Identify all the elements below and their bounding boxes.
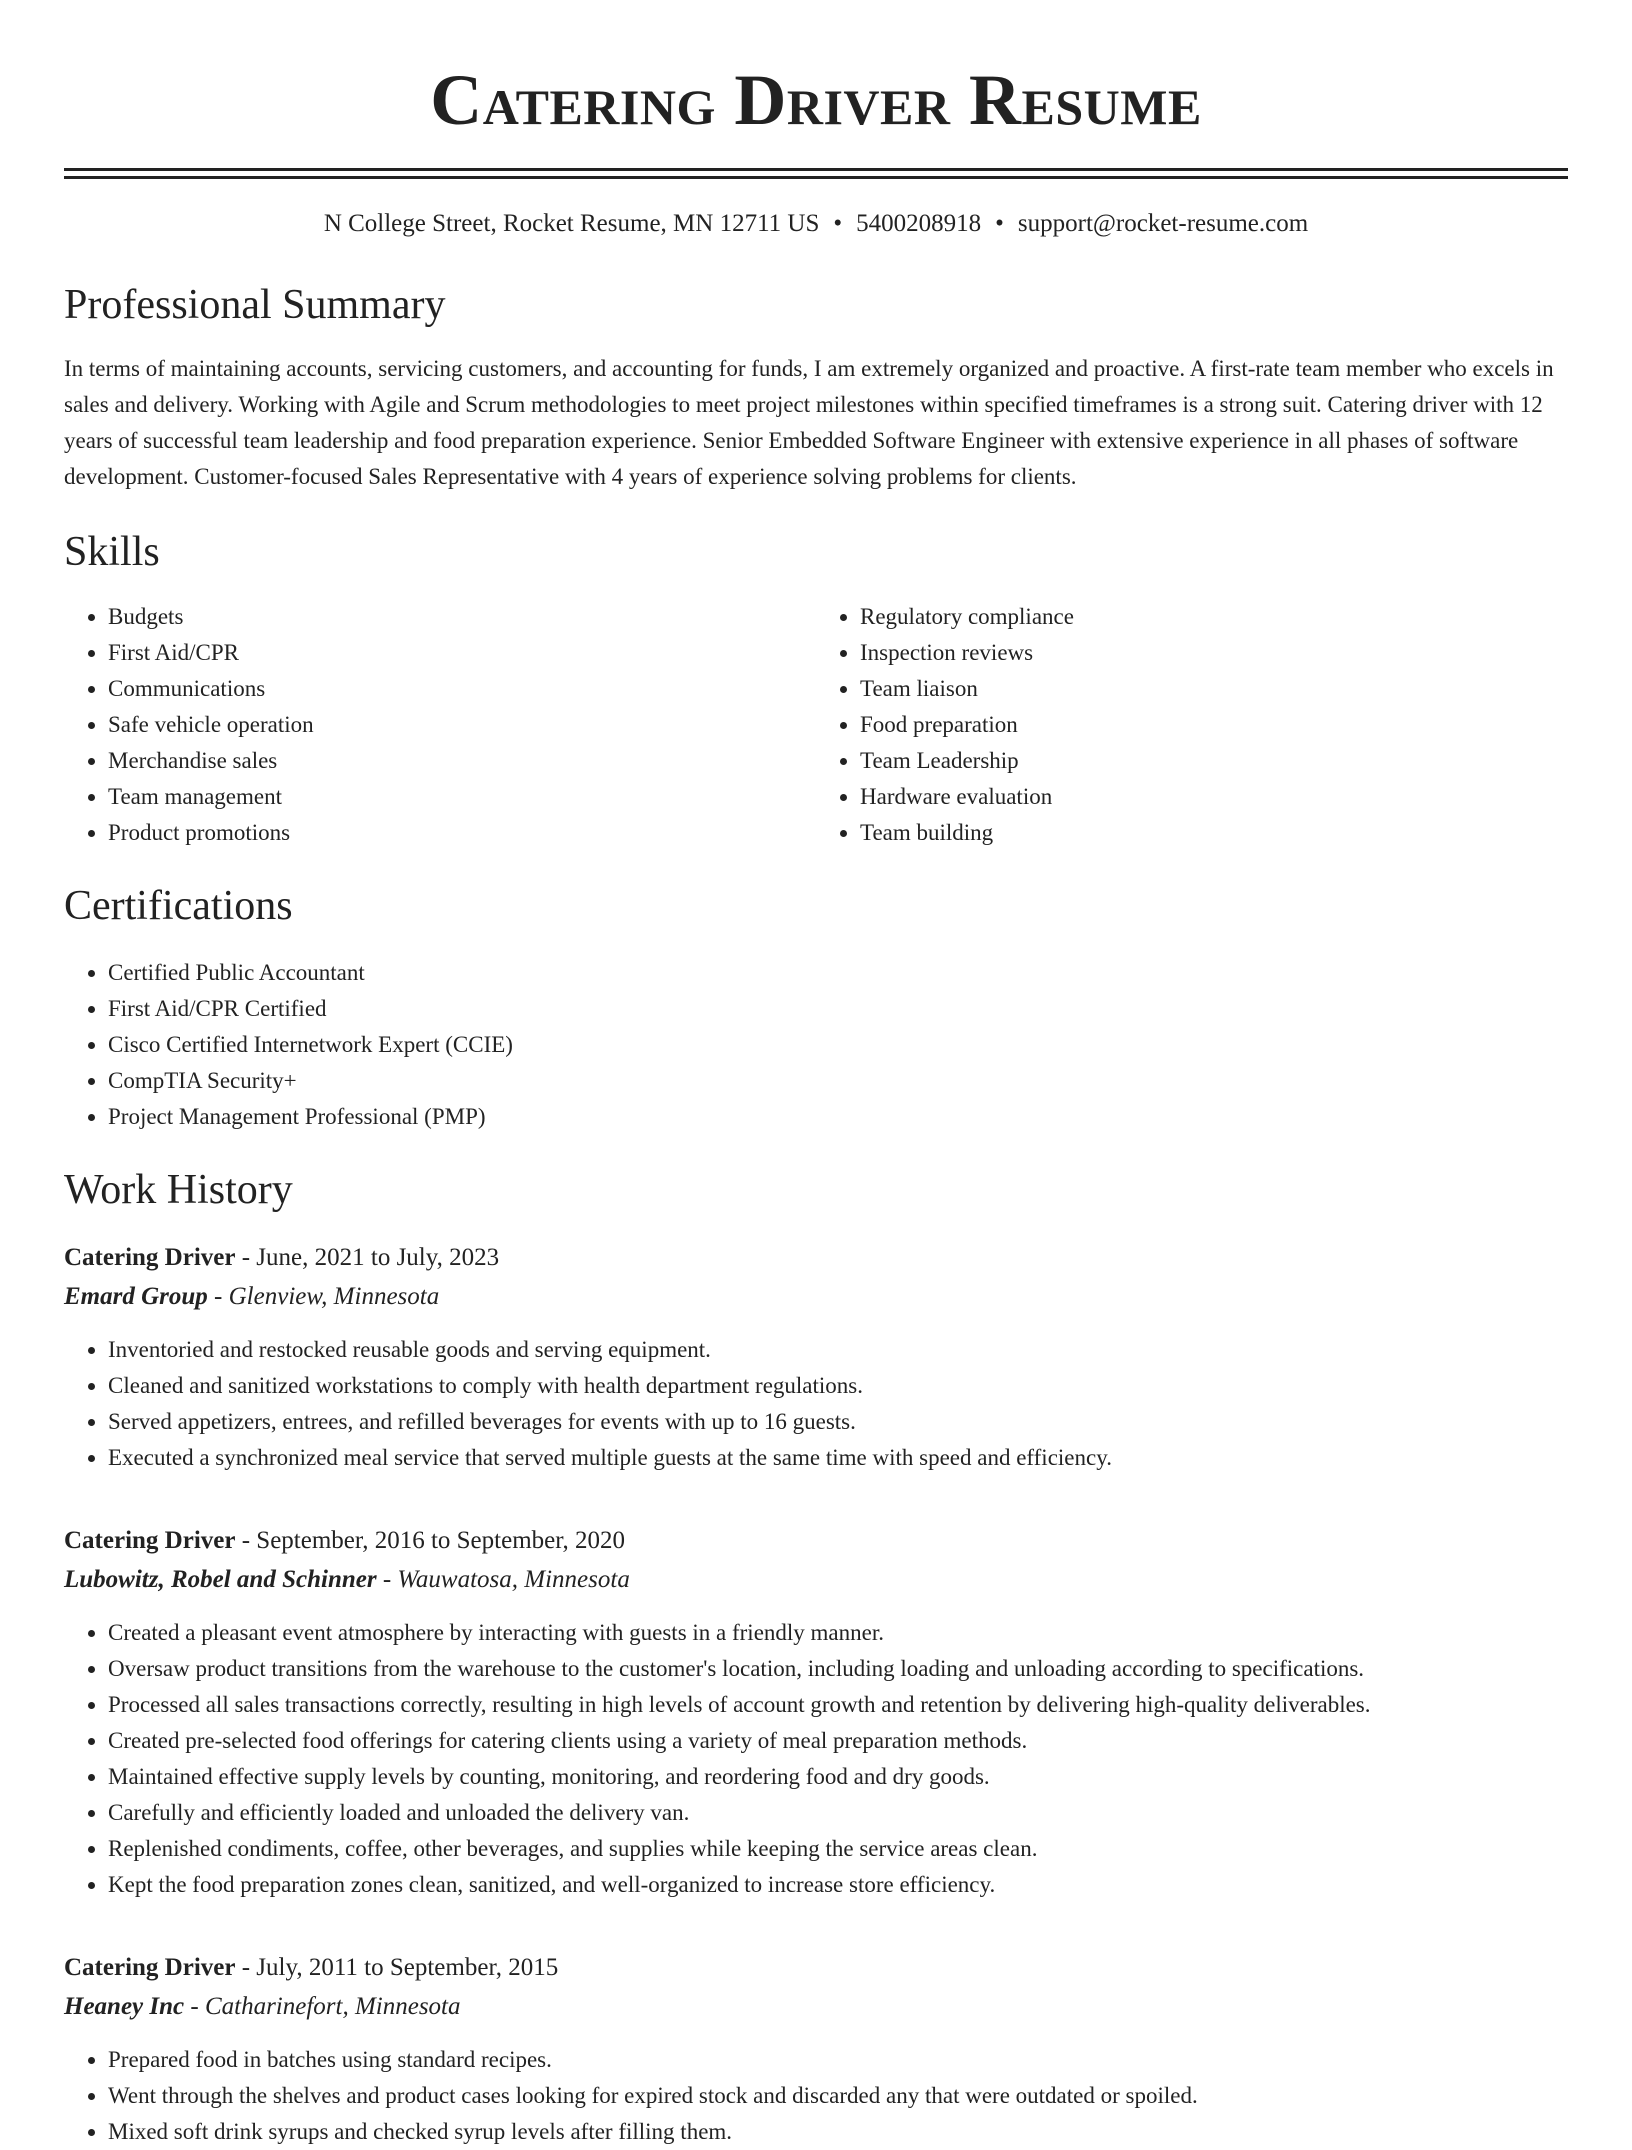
company-name: Lubowitz, Robel and Schinner (64, 1566, 377, 1593)
job-bullets (64, 1615, 1568, 1903)
job-bullet: • Replenished condiments, coffee, other beverages, and supplies while keeping the service areas clean. (108, 1831, 1568, 1867)
company-location: Catharinefort, Minnesota (204, 1993, 461, 2020)
job-bullet: • Maintained effective supply levels by counting, monitoring, and reordering food and dry goods. (108, 1759, 1568, 1795)
job-title: Catering Driver (64, 1244, 236, 1271)
certification-item: • Project Management Professional (PMP) (108, 1099, 1568, 1135)
certification-item: • Certified Public Accountant (108, 955, 1568, 991)
skill-item: • Regulatory compliance (860, 599, 1568, 635)
job-bullet: • Executed a synchronized meal service that served multiple guests at the same time with speed and efficiency. (108, 1440, 1568, 1476)
company-location: Wauwatosa, Minnesota (397, 1566, 630, 1593)
job-title-line: Catering Driver - July, 2011 to September, 2015 (64, 1954, 559, 1981)
certification-item: • CompTIA Security+ (108, 1063, 1568, 1099)
job-title-line: Catering Driver - June, 2021 to July, 2023 (64, 1244, 500, 1271)
job-bullet: • Kept the food preparation zones clean, sanitized, and well-organized to increase store efficiency. (108, 1867, 1568, 1903)
company-location: Glenview, Minnesota (228, 1283, 440, 1310)
skill-item: • Inspection reviews (860, 635, 1568, 671)
job-entry (64, 1522, 1568, 1903)
skill-item: • Product promotions (108, 815, 816, 851)
job-bullet: • Oversaw product transitions from the warehouse to the customer's location, including loading and unloading according to specifications. (108, 1651, 1568, 1687)
company-line: Lubowitz, Robel and Schinner - Wauwatosa, Minnesota (64, 1566, 630, 1593)
resume-title: Catering Driver Resume (430, 60, 1202, 140)
certification-item: • First Aid/CPR Certified (108, 991, 1568, 1027)
skill-item: • Food preparation (860, 707, 1568, 743)
summary-heading: Professional Summary (64, 282, 446, 328)
contact-separator: • (833, 210, 843, 237)
company-name: Heaney Inc (64, 1993, 185, 2020)
certification-item: • Cisco Certified Internetwork Expert (CCIE) (108, 1027, 1568, 1063)
contact-line (64, 211, 1568, 236)
summary-section (64, 284, 1568, 495)
resume-page (64, 0, 1568, 2150)
job-bullet: • Processed all sales transactions correctly, resulting in high levels of account growth and retention by delivering high-quality deliverables. (108, 1687, 1568, 1723)
job-bullet: • Inventoried and restocked reusable goods and serving equipment. (108, 1332, 1568, 1368)
contact-separator: • (995, 210, 1004, 237)
job-title: Catering Driver (64, 1954, 236, 1981)
job-bullet: • Served appetizers, entrees, and refilled beverages for events with up to 16 guests. (108, 1404, 1568, 1440)
skill-item: • Safe vehicle operation (108, 707, 816, 743)
skill-item: • Team management (108, 779, 816, 815)
job-entry (64, 1239, 1568, 1476)
certifications-heading: Certifications (64, 883, 293, 929)
skill-item: • Team liaison (860, 671, 1568, 707)
work-history-heading: Work History (64, 1167, 293, 1213)
skill-item: • Budgets (108, 599, 816, 635)
skills-section (64, 531, 1568, 851)
skill-item: • Communications (108, 671, 816, 707)
work-history-section (64, 1169, 1568, 2150)
job-bullets (64, 1332, 1568, 1476)
certifications-section (64, 885, 1568, 1135)
skill-item: • Team building (860, 815, 1568, 851)
job-title: Catering Driver (64, 1527, 236, 1554)
skill-item: • Team Leadership (860, 743, 1568, 779)
skill-item: • First Aid/CPR (108, 635, 816, 671)
skill-item: • Hardware evaluation (860, 779, 1568, 815)
skill-item: • Merchandise sales (108, 743, 816, 779)
job-bullet: • Prepared food in batches using standard recipes. (108, 2042, 1568, 2078)
company-line: Emard Group - Glenview, Minnesota (64, 1283, 440, 1310)
job-title-line: Catering Driver - September, 2016 to September, 2020 (64, 1527, 626, 1554)
job-bullet: • Cleaned and sanitized workstations to comply with health department regulations. (108, 1368, 1568, 1404)
skills-heading: Skills (64, 529, 160, 575)
job-bullet: • Carefully and efficiently loaded and unloaded the delivery van. (108, 1795, 1568, 1831)
skills-columns (64, 599, 1568, 851)
job-entry (64, 1949, 1568, 2150)
company-name: Emard Group (64, 1283, 208, 1310)
contact-phone: 5400208918 (856, 210, 982, 237)
company-line: Heaney Inc - Catharinefort, Minnesota (64, 1993, 461, 2020)
contact-email: support@rocket-resume.com (1017, 210, 1309, 237)
job-bullet: • Created a pleasant event atmosphere by interacting with guests in a friendly manner. (108, 1615, 1568, 1651)
job-bullets (64, 2042, 1568, 2150)
skills-list-left (64, 599, 816, 851)
title-divider (64, 168, 1568, 179)
job-dates: July, 2011 to September, 2015 (256, 1954, 559, 1981)
job-bullet: • Mixed soft drink syrups and checked syrup levels after filling them. (108, 2114, 1568, 2150)
job-dates: September, 2016 to September, 2020 (256, 1527, 626, 1554)
contact-address: N College Street, Rocket Resume, MN 12711 US (323, 210, 820, 237)
summary-text: In terms of maintaining accounts, servicing customers, and accounting for funds, I am extremely organized and proactive. A first-rate team member who excels in sales and delivery. Working with Agile and Scrum methodologies to meet project milestones within specified timeframes is a strong suit. Catering driver with 12 years of successful team leadership and food preparation experience. Senior Embedded Software Engineer with extensive experience in all phases of software development. Customer-focused Sales Representative with 4 years of experience solving problems for clients. (64, 356, 1554, 489)
skills-list-right (816, 599, 1568, 851)
job-dates: June, 2021 to July, 2023 (256, 1244, 500, 1271)
job-bullet: • Created pre-selected food offerings for catering clients using a variety of meal preparation methods. (108, 1723, 1568, 1759)
job-bullet: • Went through the shelves and product cases looking for expired stock and discarded any that were outdated or spoiled. (108, 2078, 1568, 2114)
certifications-list (64, 955, 1568, 1135)
